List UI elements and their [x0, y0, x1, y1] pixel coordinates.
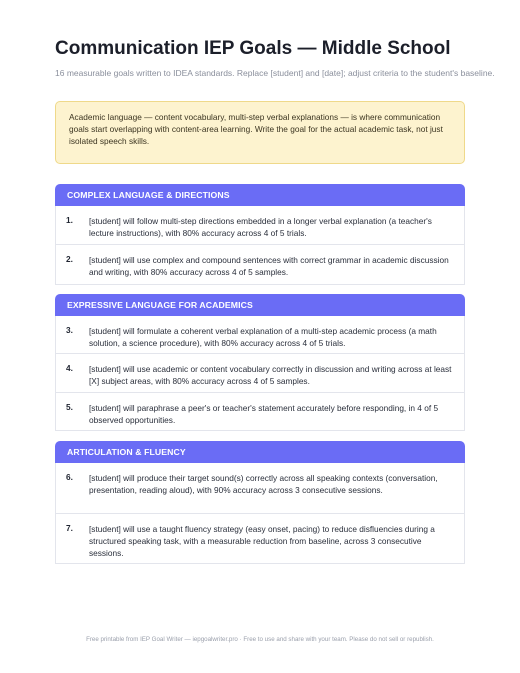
page-title: Communication IEP Goals — Middle School — [55, 38, 451, 59]
section-heading-articulation-fluency: ARTICULATION & FLUENCY — [55, 441, 465, 463]
goal-number: 4. — [66, 363, 73, 373]
goal-number: 6. — [66, 472, 73, 482]
goal-text: [student] will use academic or content vocabulary correctly in discussion and writing across at least [X] subject areas, with 80% accuracy across 4 of 5 samples. — [89, 364, 452, 386]
goal-text: [student] will paraphrase a peer's or teacher's statement accurately before responding, in 4 of 5 observed opportunities. — [89, 403, 439, 425]
page-footer: Free printable from IEP Goal Writer — iepgoalwriter.pro · Free to use and share with your team. Please do not sell or republish. — [86, 636, 434, 643]
goal-number: 7. — [66, 523, 73, 533]
goal-number: 3. — [66, 325, 73, 335]
goal-item — [55, 354, 465, 393]
goal-item — [55, 393, 465, 431]
goal-number: 1. — [66, 215, 73, 225]
goal-text: [student] will formulate a coherent verbal explanation of a multi-step academic process (a math solution, a science procedure), with 80% accuracy across 4 of 5 trials. — [89, 326, 437, 348]
page-subtitle: 16 measurable goals written to IDEA standards. Replace [student] and [date]; adjust criteria to the student's baseline. — [55, 68, 495, 78]
goal-item — [55, 463, 465, 514]
goal-number: 5. — [66, 402, 73, 412]
goal-text: [student] will use complex and compound sentences with correct grammar in academic discussion and writing, with 80% accuracy across 4 of 5 samples. — [89, 255, 449, 277]
section-heading-expressive-language: EXPRESSIVE LANGUAGE FOR ACADEMICS — [55, 294, 465, 316]
tip-callout: Academic language — content vocabulary, multi-step verbal explanations — is where communication goals start overlapping with content-area learning. Write the goal for the actual academic task, not just isolated speech skills. — [55, 101, 465, 164]
goal-item — [55, 245, 465, 285]
goal-text: [student] will follow multi-step directions embedded in a longer verbal explanation (a teacher's lecture instructions), with 80% accuracy across 4 of 5 trials. — [89, 216, 432, 238]
goal-text: [student] will use a taught fluency strategy (easy onset, pacing) to reduce disfluencies during a structured speaking task, with a measurable reduction from baseline, across 3 consecutive sessions. — [89, 524, 435, 558]
goal-item — [55, 514, 465, 564]
section-heading-complex-language: COMPLEX LANGUAGE & DIRECTIONS — [55, 184, 465, 206]
goal-text: [student] will produce their target sound(s) correctly across all speaking contexts (conversation, presentation, reading aloud), with 90% accuracy across 3 consecutive sessions. — [89, 473, 438, 495]
goal-number: 2. — [66, 254, 73, 264]
goal-item — [55, 206, 465, 245]
goal-item — [55, 316, 465, 354]
